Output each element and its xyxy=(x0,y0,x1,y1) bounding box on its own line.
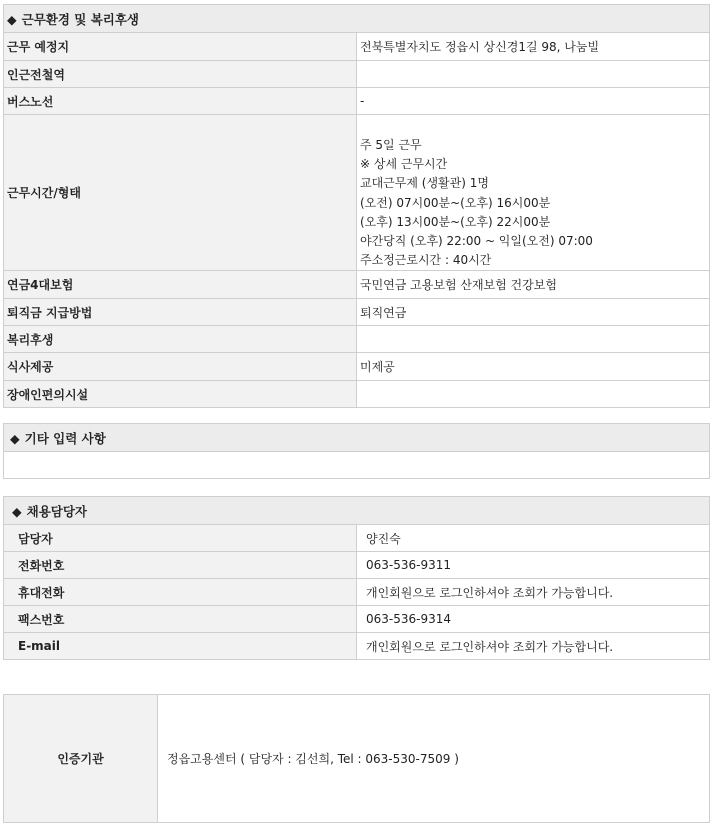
row-value: 양진숙 xyxy=(357,525,710,552)
row-value: 063-536-9314 xyxy=(357,606,710,633)
work-hours-value xyxy=(357,115,710,271)
section-header xyxy=(4,497,710,525)
table-row xyxy=(4,33,710,61)
contact-section xyxy=(3,496,710,660)
table-row xyxy=(4,579,710,606)
section-header xyxy=(4,424,710,452)
certification-label: 인증기관 xyxy=(4,695,158,823)
row-value: 개인회원으로 로그인하셔야 조회가 가능합니다. xyxy=(357,579,710,606)
row-value xyxy=(357,326,710,353)
row-label: 전화번호 xyxy=(4,552,357,579)
section-title: 채용담당자 xyxy=(26,503,88,519)
row-label: 퇴직금 지급방법 xyxy=(4,299,357,326)
row-label: 연금4대보험 xyxy=(4,271,357,299)
section-title: 근무환경 및 복리후생 xyxy=(21,11,140,27)
table-row xyxy=(4,299,710,326)
work-hours-line: (오전) 07시00분~(오후) 16시00분 xyxy=(360,195,551,210)
certification-table xyxy=(3,694,710,823)
diamond-icon: ◆ xyxy=(10,430,20,446)
row-value: 미제공 xyxy=(357,353,710,381)
work-hours-line: 주소정근로시간 : 40시간 xyxy=(360,253,492,268)
row-label: 근무시간/형태 xyxy=(4,115,357,271)
other-input-value xyxy=(4,452,710,479)
row-label: 장애인편의시설 xyxy=(4,381,357,408)
table-row xyxy=(4,552,710,579)
row-label: 인근전철역 xyxy=(4,61,357,88)
row-value: 063-536-9311 xyxy=(357,552,710,579)
table-row xyxy=(4,353,710,381)
row-label: E-mail xyxy=(4,633,357,660)
row-label: 휴대전화 xyxy=(4,579,357,606)
table-row xyxy=(4,695,710,823)
row-label: 팩스번호 xyxy=(4,606,357,633)
table-row xyxy=(4,88,710,115)
table-row xyxy=(4,326,710,353)
row-value: 전북특별자치도 정읍시 상신경1길 98, 나눔빌 xyxy=(357,33,710,61)
work-hours-line: 야간당직 (오후) 22:00 ~ 익일(오전) 07:00 xyxy=(360,234,593,249)
section-header xyxy=(4,5,710,33)
certification-section xyxy=(3,694,710,823)
work-environment-section xyxy=(3,4,710,408)
work-hours-line: 주 5일 근무 xyxy=(360,138,422,152)
section-title: 기타 입력 사항 xyxy=(24,430,106,446)
other-input-section xyxy=(3,423,710,479)
row-label: 식사제공 xyxy=(4,353,357,381)
diamond-icon: ◆ xyxy=(7,11,17,27)
row-value: 국민연금 고용보험 산재보험 건강보험 xyxy=(357,271,710,299)
row-value xyxy=(357,61,710,88)
row-value: 퇴직연금 xyxy=(357,299,710,326)
table-row xyxy=(4,633,710,660)
contact-table xyxy=(3,496,710,660)
table-row xyxy=(4,61,710,88)
work-environment-table xyxy=(3,4,710,408)
table-row xyxy=(4,115,710,271)
row-label: 담당자 xyxy=(4,525,357,552)
table-row xyxy=(4,381,710,408)
row-label: 버스노선 xyxy=(4,88,357,115)
work-hours-line: ※ 상세 근무시간 xyxy=(360,157,448,172)
work-hours-line: 교대근무제 (생활관) 1명 xyxy=(360,176,489,191)
certification-value: 정읍고용센터 ( 담당자 : 김선희, Tel : 063-530-7509 ) xyxy=(158,695,710,823)
row-label: 복리후생 xyxy=(4,326,357,353)
table-row xyxy=(4,271,710,299)
row-value: 개인회원으로 로그인하셔야 조회가 가능합니다. xyxy=(357,633,710,660)
table-row xyxy=(4,525,710,552)
other-input-table xyxy=(3,423,710,479)
diamond-icon: ◆ xyxy=(12,503,22,519)
work-hours-line: (오후) 13시00분~(오후) 22시00분 xyxy=(360,214,551,229)
row-label: 근무 예정지 xyxy=(4,33,357,61)
table-row xyxy=(4,606,710,633)
row-value xyxy=(357,381,710,408)
row-value: - xyxy=(357,88,710,115)
